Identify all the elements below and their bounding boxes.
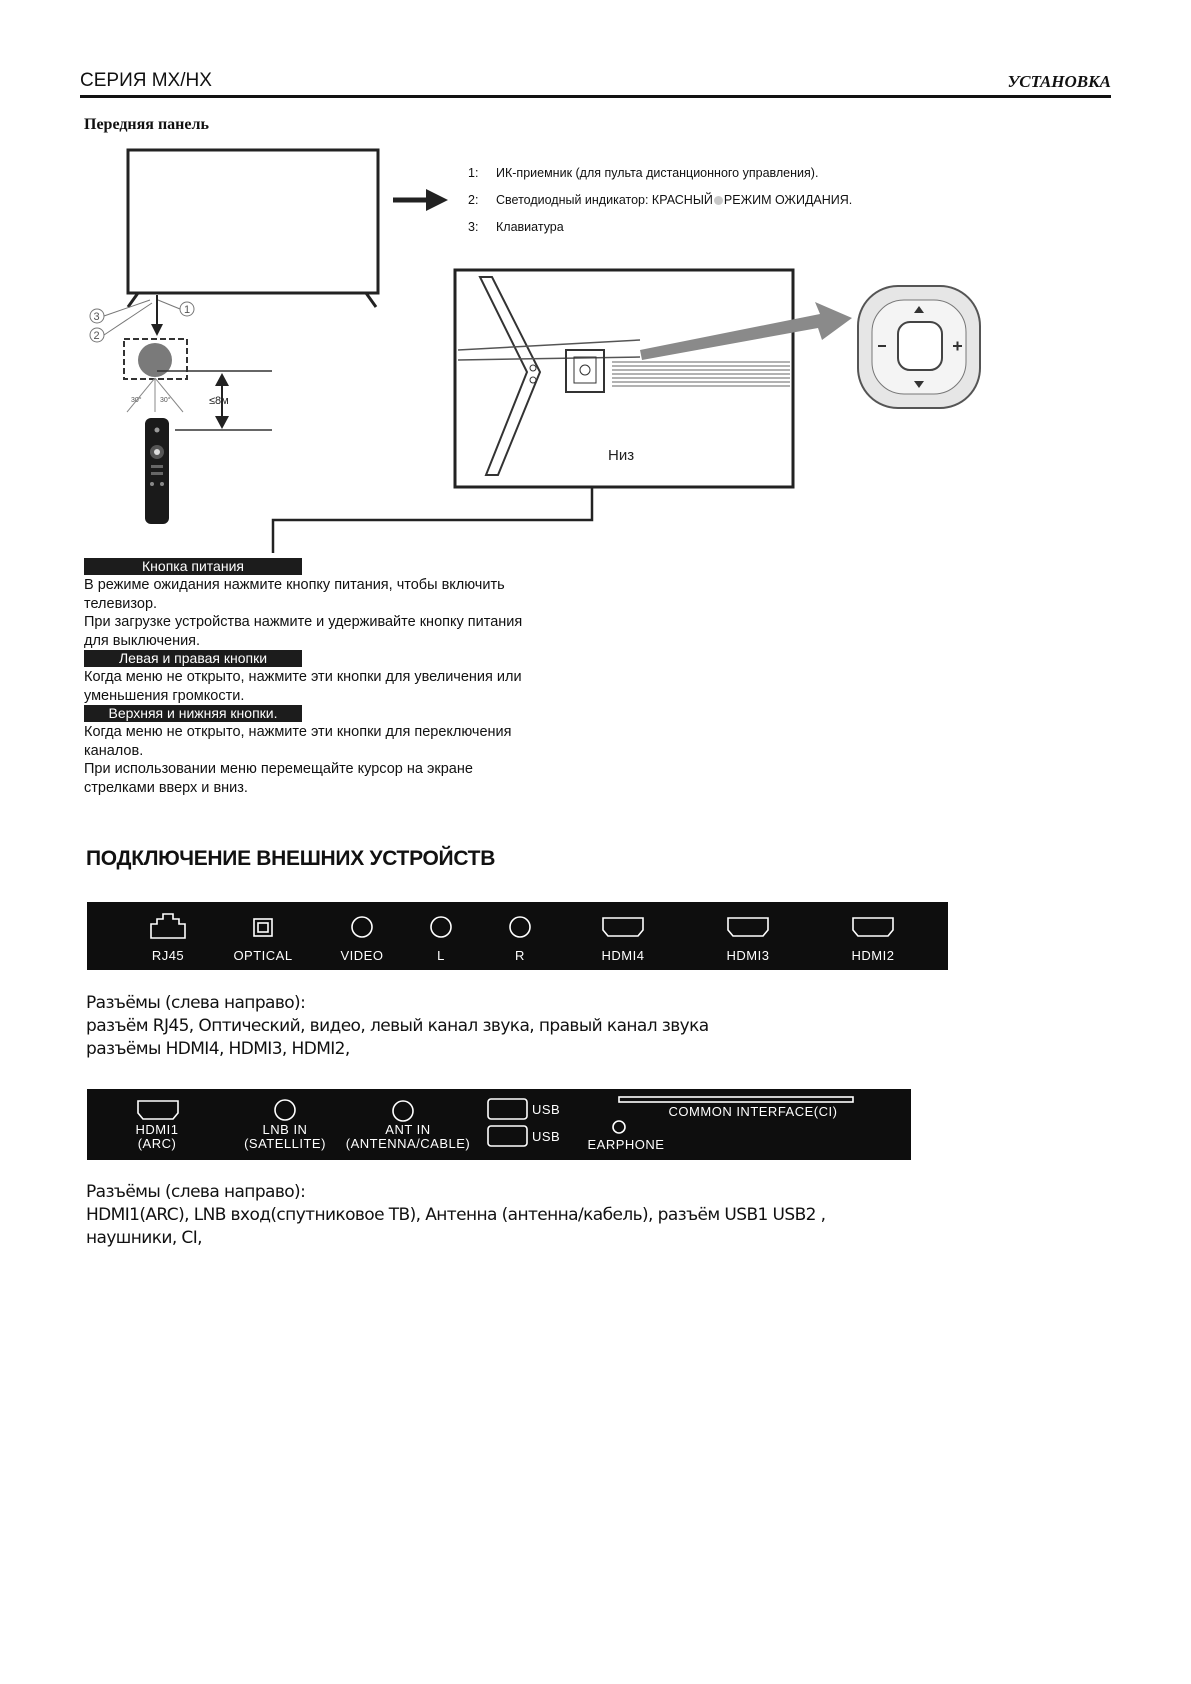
angle-left-label: 30° [131, 397, 142, 404]
left-right-buttons-description [84, 668, 604, 705]
ci-slot-icon [619, 1097, 853, 1102]
minus-icon [878, 345, 886, 347]
power-button-description [84, 576, 604, 650]
text-line: разъём RJ45, Оптический, видео, левый канал звука, правый канал звука [86, 1016, 709, 1036]
callout-1: 1 [184, 304, 191, 316]
bottom-label: Низ [608, 447, 635, 464]
text-line: (ANTENNA/CABLE) [345, 1136, 471, 1151]
tv-bottom-view [455, 270, 793, 487]
port-label-l: L [437, 948, 445, 963]
up-down-buttons-description [84, 723, 604, 797]
text-line: стрелками вверх и вниз. [84, 779, 248, 796]
earphone-port-icon [613, 1121, 625, 1133]
text-line: Разъёмы (слева направо): [86, 993, 306, 1013]
port-label-ant [339, 1123, 477, 1151]
port-panel-1 [87, 902, 948, 970]
audio-l-port-icon [431, 917, 451, 937]
legend-text: ИК-приемник (для пульта дистанционного управления). [496, 166, 819, 180]
section-title: УСТАНОВКА [1007, 72, 1111, 91]
port-label-earphone: EARPHONE [587, 1137, 665, 1152]
legend-num: 2: [468, 193, 479, 207]
antenna-port-icon [393, 1101, 413, 1121]
usb2-port-icon [488, 1126, 527, 1146]
text-line: для выключения. [84, 632, 201, 649]
front-panel-title: Передняя панель [84, 116, 209, 133]
power-button-label: Кнопка питания [84, 558, 302, 575]
port-label-usb2: USB [532, 1129, 561, 1144]
port-label-video: VIDEO [340, 948, 384, 963]
up-down-buttons-label: Верхняя и нижняя кнопки. [84, 705, 302, 722]
ir-sensor-icon [138, 343, 172, 377]
optical-port-icon [254, 919, 272, 936]
port-label-hdmi2: HDMI2 [851, 948, 895, 963]
text-line: ANT IN [385, 1122, 431, 1137]
legend-text: РЕЖИМ ОЖИДАНИЯ. [723, 193, 853, 207]
text-line: Когда меню не открыто, нажмите эти кнопки для увеличения или [84, 669, 522, 685]
distance-label: ≤8м [209, 395, 229, 407]
text-line: HDMI1 [135, 1122, 179, 1137]
legend-text: Клавиатура [496, 220, 564, 234]
left-right-buttons-label: Левая и правая кнопки [84, 650, 302, 667]
text-line: В режиме ожидания нажмите кнопку питания, чтобы включить [84, 577, 505, 593]
port-label-hdmi3: HDMI3 [726, 948, 770, 963]
text-line: разъёмы HDMI4, HDMI3, HDMI2, [86, 1039, 350, 1059]
port-label-lnb [233, 1123, 337, 1151]
tv-front-drawing [128, 150, 378, 307]
text-line: Когда меню не открыто, нажмите эти кнопки для переключения [84, 724, 512, 740]
port-panel-2-icons [87, 1089, 911, 1160]
text-line: (SATELLITE) [244, 1136, 326, 1151]
text-line: (ARC) [137, 1136, 177, 1151]
port-label-hdmi1 [117, 1123, 197, 1151]
text-line: наушники, CI, [86, 1228, 202, 1248]
panel-1-description [86, 992, 709, 1061]
right-arrow-icon [393, 189, 448, 211]
lnb-port-icon [275, 1100, 295, 1120]
port-label-rj45: RJ45 [151, 948, 185, 963]
port-label-r: R [515, 948, 525, 963]
front-panel-diagram [0, 0, 1191, 560]
panel-2-description [86, 1181, 825, 1250]
connector-line [273, 487, 592, 553]
callout-2: 2 [93, 330, 100, 342]
video-port-icon [352, 917, 372, 937]
legend-num: 3: [468, 220, 479, 234]
callout-markers [90, 300, 194, 342]
hdmi4-port-icon [603, 918, 643, 936]
audio-r-port-icon [510, 917, 530, 937]
text-line: уменьшения громкости. [84, 687, 245, 704]
text-line: Разъёмы (слева направо): [86, 1182, 306, 1202]
connections-heading: ПОДКЛЮЧЕНИЕ ВНЕШНИХ УСТРОЙСТВ [86, 847, 496, 870]
hdmi3-port-icon [728, 918, 768, 936]
port-label-ci: COMMON INTERFACE(CI) [668, 1104, 838, 1119]
zoom-arrow-icon [640, 302, 852, 360]
text-line: При использовании меню перемещайте курсор на экране [84, 761, 473, 777]
legend-num: 1: [468, 166, 479, 180]
hdmi1-port-icon [138, 1101, 178, 1119]
text-line: каналов. [84, 742, 144, 759]
port-label-hdmi4: HDMI4 [601, 948, 645, 963]
text-line: При загрузке устройства нажмите и удерживайте кнопку питания [84, 614, 523, 630]
usb1-port-icon [488, 1099, 527, 1119]
keypad-zoom [858, 286, 980, 408]
text-line: LNB IN [262, 1122, 308, 1137]
series-title: СЕРИЯ MX/HX [80, 70, 212, 91]
port-label-usb1: USB [532, 1102, 561, 1117]
legend-text: Светодиодный индикатор: КРАСНЫЙ [496, 193, 713, 207]
port-panel-2 [87, 1089, 911, 1160]
hdmi2-port-icon [853, 918, 893, 936]
text-line: HDMI1(ARC), LNB вход(спутниковое ТВ), Антенна (антенна/кабель), разъём USB1 USB2 , [86, 1205, 826, 1225]
callout-3: 3 [93, 311, 100, 323]
remote-control-icon [145, 418, 169, 524]
rj45-port-icon [151, 914, 185, 938]
angle-right-label: 30° [160, 397, 171, 404]
text-line: телевизор. [84, 595, 158, 612]
port-label-optical: OPTICAL [233, 948, 293, 963]
